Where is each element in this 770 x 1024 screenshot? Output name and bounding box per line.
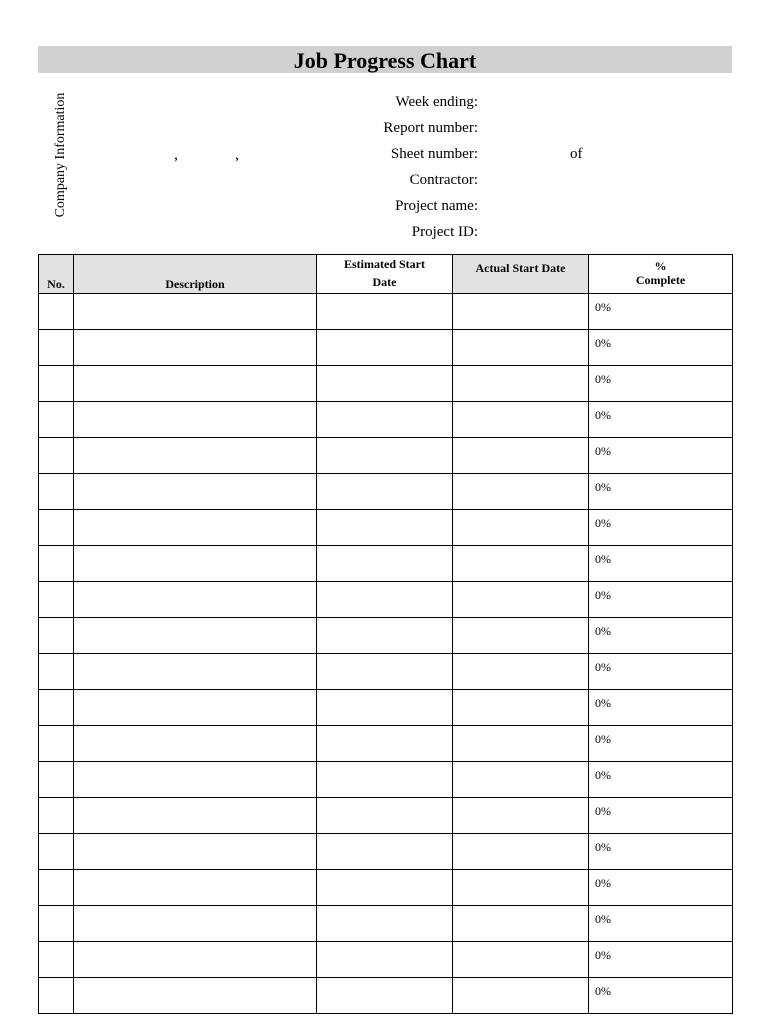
row-percent-complete-cell[interactable]: 0% [589, 474, 733, 510]
row-actual-start-cell[interactable] [453, 402, 589, 438]
table-row [39, 582, 733, 618]
row-no-cell[interactable] [39, 798, 74, 834]
row-no-cell[interactable] [39, 546, 74, 582]
row-est-start-cell[interactable] [317, 402, 453, 438]
table-row [39, 618, 733, 654]
row-no-cell[interactable] [39, 654, 74, 690]
row-percent-complete-cell[interactable]: 0% [589, 618, 733, 654]
row-description-cell[interactable] [74, 726, 317, 762]
sheet-number-label: Sheet number: [390, 146, 478, 162]
sheet-of-label: of [570, 146, 583, 162]
row-description-cell[interactable] [74, 942, 317, 978]
table-row [39, 294, 733, 330]
row-actual-start-cell[interactable] [453, 330, 589, 366]
header-pct-line1: % [654, 259, 667, 273]
row-est-start-cell[interactable] [317, 762, 453, 798]
row-description-cell[interactable] [74, 798, 317, 834]
row-est-start-cell[interactable] [317, 726, 453, 762]
address-comma-1: , [174, 146, 178, 163]
row-no-cell[interactable] [39, 330, 74, 366]
header-est-line1: Estimated Start [344, 257, 425, 271]
row-percent-complete-cell[interactable]: 0% [589, 978, 733, 1014]
address-comma-2: , [235, 146, 239, 163]
row-no-cell[interactable] [39, 582, 74, 618]
row-description-cell[interactable] [74, 834, 317, 870]
row-actual-start-cell[interactable] [453, 834, 589, 870]
row-est-start-cell[interactable] [317, 438, 453, 474]
row-description-cell[interactable] [74, 906, 317, 942]
row-description-cell[interactable] [74, 870, 317, 906]
row-est-start-cell[interactable] [317, 546, 453, 582]
contractor-label: Contractor: [409, 172, 478, 188]
row-est-start-cell[interactable] [317, 834, 453, 870]
row-no-cell[interactable] [39, 294, 74, 330]
table-row [39, 834, 733, 870]
row-actual-start-cell[interactable] [453, 978, 589, 1014]
row-description-cell[interactable] [74, 762, 317, 798]
table-row [39, 366, 733, 402]
row-actual-start-cell[interactable] [453, 438, 589, 474]
project-name-label: Project name: [395, 198, 478, 214]
table-row [39, 546, 733, 582]
table-row [39, 510, 733, 546]
row-description-cell[interactable] [74, 474, 317, 510]
row-est-start-cell[interactable] [317, 942, 453, 978]
row-actual-start-cell[interactable] [453, 510, 589, 546]
row-no-cell[interactable] [39, 690, 74, 726]
row-percent-complete-cell[interactable]: 0% [589, 798, 733, 834]
company-information-label: Company Information [53, 92, 68, 218]
row-actual-start-cell[interactable] [453, 618, 589, 654]
row-actual-start-cell[interactable] [453, 546, 589, 582]
header-no: No. [39, 255, 74, 294]
row-actual-start-cell[interactable] [453, 366, 589, 402]
table-row [39, 870, 733, 906]
row-est-start-cell[interactable] [317, 978, 453, 1014]
row-est-start-cell[interactable] [317, 582, 453, 618]
row-actual-start-cell[interactable] [453, 474, 589, 510]
table-body [39, 294, 733, 1014]
row-percent-complete-cell[interactable]: 0% [589, 690, 733, 726]
row-no-cell[interactable] [39, 870, 74, 906]
row-no-cell[interactable] [39, 438, 74, 474]
row-est-start-cell[interactable] [317, 690, 453, 726]
row-est-start-cell[interactable] [317, 294, 453, 330]
row-description-cell[interactable] [74, 546, 317, 582]
table-row [39, 798, 733, 834]
header-est-line2: Date [372, 275, 397, 289]
row-percent-complete-cell[interactable]: 0% [589, 330, 733, 366]
row-est-start-cell[interactable] [317, 798, 453, 834]
row-actual-start-cell[interactable] [453, 762, 589, 798]
row-percent-complete-cell[interactable]: 0% [589, 762, 733, 798]
row-est-start-cell[interactable] [317, 330, 453, 366]
row-no-cell[interactable] [39, 618, 74, 654]
project-id-label: Project ID: [411, 224, 478, 240]
row-no-cell[interactable] [39, 474, 74, 510]
header-estimated-start-date [317, 255, 453, 294]
row-description-cell[interactable] [74, 366, 317, 402]
row-description-cell[interactable] [74, 618, 317, 654]
table-row [39, 438, 733, 474]
row-description-cell[interactable] [74, 510, 317, 546]
header-actual-start-date: Actual Start Date [453, 255, 589, 294]
row-no-cell[interactable] [39, 906, 74, 942]
row-percent-complete-cell[interactable]: 0% [589, 582, 733, 618]
report-number-label: Report number: [383, 120, 478, 136]
row-percent-complete-cell[interactable]: 0% [589, 906, 733, 942]
row-actual-start-cell[interactable] [453, 726, 589, 762]
table-row [39, 330, 733, 366]
row-percent-complete-cell[interactable]: 0% [589, 942, 733, 978]
row-description-cell[interactable] [74, 294, 317, 330]
table-row [39, 726, 733, 762]
header-pct-line2: Complete [635, 273, 686, 287]
row-est-start-cell[interactable] [317, 366, 453, 402]
row-percent-complete-cell[interactable]: 0% [589, 726, 733, 762]
row-actual-start-cell[interactable] [453, 294, 589, 330]
row-no-cell[interactable] [39, 942, 74, 978]
row-actual-start-cell[interactable] [453, 942, 589, 978]
row-description-cell[interactable] [74, 330, 317, 366]
row-est-start-cell[interactable] [317, 510, 453, 546]
row-percent-complete-cell[interactable]: 0% [589, 834, 733, 870]
row-no-cell[interactable] [39, 834, 74, 870]
row-description-cell[interactable] [74, 402, 317, 438]
table-row [39, 942, 733, 978]
row-percent-complete-cell[interactable]: 0% [589, 870, 733, 906]
row-description-cell[interactable] [74, 978, 317, 1014]
table-row [39, 402, 733, 438]
row-actual-start-cell[interactable] [453, 654, 589, 690]
row-no-cell[interactable] [39, 510, 74, 546]
row-no-cell[interactable] [39, 762, 74, 798]
row-no-cell[interactable] [39, 366, 74, 402]
table-row [39, 474, 733, 510]
row-est-start-cell[interactable] [317, 906, 453, 942]
row-no-cell[interactable] [39, 726, 74, 762]
progress-table [38, 254, 733, 1014]
row-est-start-cell[interactable] [317, 474, 453, 510]
row-description-cell[interactable] [74, 582, 317, 618]
row-description-cell[interactable] [74, 690, 317, 726]
row-percent-complete-cell[interactable]: 0% [589, 294, 733, 330]
row-actual-start-cell[interactable] [453, 690, 589, 726]
row-description-cell[interactable] [74, 438, 317, 474]
row-no-cell[interactable] [39, 402, 74, 438]
week-ending-label: Week ending: [395, 94, 478, 110]
row-percent-complete-cell[interactable]: 0% [589, 366, 733, 402]
header-percent-complete [589, 255, 733, 294]
row-actual-start-cell[interactable] [453, 798, 589, 834]
row-est-start-cell[interactable] [317, 870, 453, 906]
table-row [39, 978, 733, 1014]
row-percent-complete-cell[interactable]: 0% [589, 654, 733, 690]
page-title: Job Progress Chart [38, 46, 732, 73]
row-actual-start-cell[interactable] [453, 906, 589, 942]
row-est-start-cell[interactable] [317, 618, 453, 654]
row-description-cell[interactable] [74, 654, 317, 690]
table-row [39, 654, 733, 690]
row-percent-complete-cell[interactable]: 0% [589, 438, 733, 474]
row-est-start-cell[interactable] [317, 654, 453, 690]
row-actual-start-cell[interactable] [453, 870, 589, 906]
table-row [39, 906, 733, 942]
row-percent-complete-cell[interactable]: 0% [589, 546, 733, 582]
row-no-cell[interactable] [39, 978, 74, 1014]
row-percent-complete-cell[interactable]: 0% [589, 510, 733, 546]
table-header-row [39, 255, 733, 294]
row-percent-complete-cell[interactable]: 0% [589, 402, 733, 438]
row-actual-start-cell[interactable] [453, 582, 589, 618]
table-row [39, 762, 733, 798]
header-description: Description [74, 255, 317, 294]
table-row [39, 690, 733, 726]
